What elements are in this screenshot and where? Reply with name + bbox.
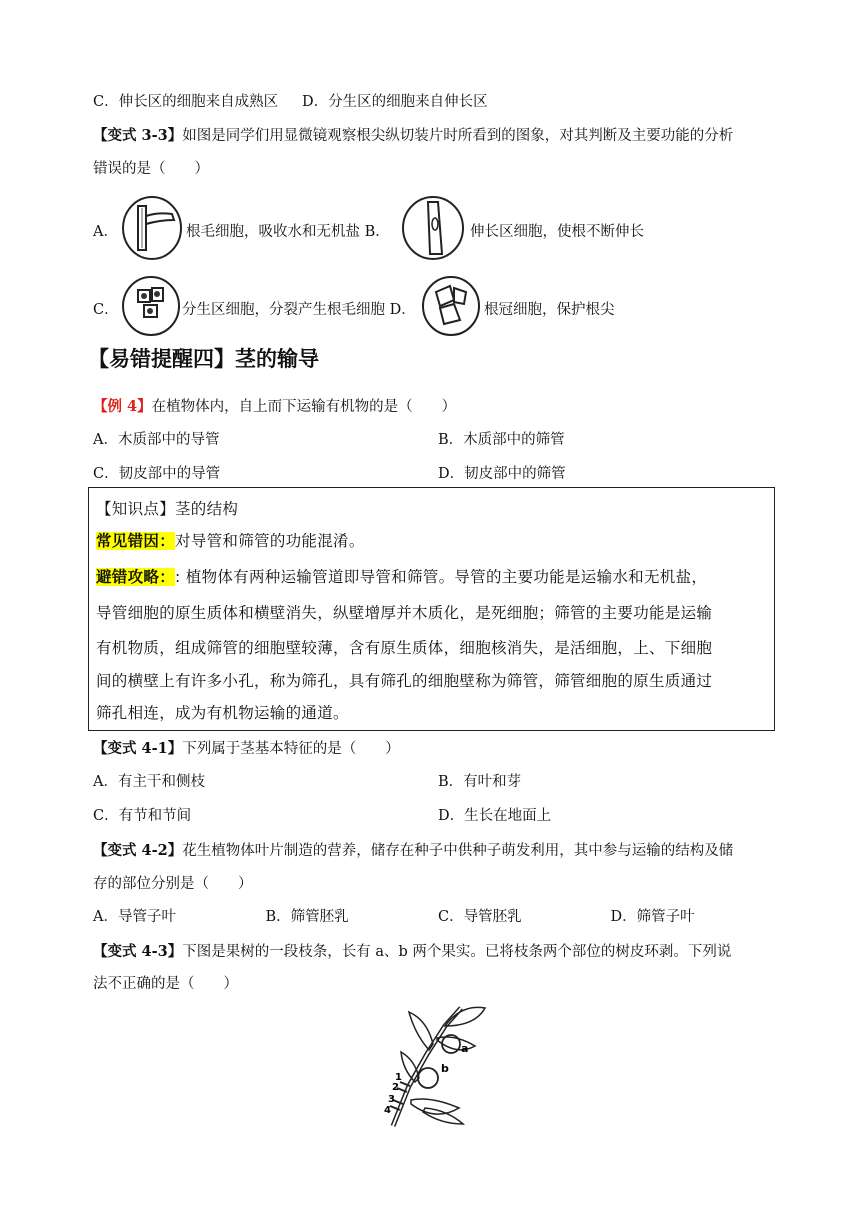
option-a: A．有主干和侧枝 — [93, 774, 205, 790]
girdle-label-2: 2 — [392, 1082, 399, 1093]
example-stem: 在植物体内，自上而下运输有机物的是（ ） — [151, 399, 457, 415]
option-c-text: 分生区细胞，分裂产生根毛细胞 D． — [182, 302, 416, 318]
option-b: B．筛管胚乳 — [265, 909, 349, 925]
option-d-text: 根冠细胞，保护根尖 — [484, 302, 615, 318]
tip-line-2: 导管细胞的原生质体和横壁消失，纵壁增厚并木质化，是死细胞；筛管的主要功能是运输 — [96, 604, 713, 622]
root-cap-cell-image — [420, 274, 482, 338]
question-4-2-line2: 存的部位分别是（ ） — [93, 876, 253, 892]
root-hair-cell-image — [120, 194, 184, 262]
question-stem: 花生植物体叶片制造的营养，储存在种子中供种子萌发利用，其中参与运输的结构及储 — [182, 843, 734, 859]
tip-line-1 — [96, 565, 707, 587]
section-heading: 【易错提醒四】茎的输导 — [88, 347, 319, 371]
fruit-label-a: a — [461, 1042, 469, 1055]
option-a-letter: A． — [93, 224, 118, 240]
knowledge-title: 【知识点】茎的结构 — [96, 500, 239, 518]
option-d: D．生长在地面上 — [438, 808, 552, 824]
meristem-cell-image — [120, 274, 182, 338]
question-4-1-stem — [93, 737, 400, 758]
option-d: D．韧皮部中的筛管 — [438, 466, 566, 482]
question-4-3-line2: 法不正确的是（ ） — [93, 976, 238, 992]
option-a-text: 根毛细胞，吸收水和无机盐 B． — [186, 224, 390, 240]
option-c: C．导管胚乳 — [438, 909, 522, 925]
question-4-2-line1 — [93, 839, 733, 860]
question-stem: 如图是同学们用显微镜观察根尖纵切装片时所看到的图象，对其判断及主要功能的分析 — [182, 128, 734, 144]
option-b: B．有叶和芽 — [438, 774, 522, 790]
question-tag: 【变式 4-1】 — [93, 740, 183, 757]
tip-text: : 植物体有两种运输管道即导管和筛管。导管的主要功能是运输水和无机盐， — [175, 568, 708, 586]
girdle-label-3: 3 — [388, 1094, 395, 1105]
question-4-1-options-row1 — [93, 770, 783, 791]
tip-line-5: 筛孔相连，成为有机物运输的通道。 — [96, 704, 349, 722]
example-tag: 【例 4】 — [93, 398, 152, 415]
tip-label: 避错攻略： — [96, 568, 176, 586]
common-error-text: 对导管和筛管的功能混淆。 — [175, 532, 365, 550]
option-b: B．木质部中的筛管 — [438, 432, 565, 448]
question-3-3-line2: 错误的是（ ） — [93, 161, 209, 177]
fruit-branch-figure — [375, 1000, 495, 1128]
option-c: C．韧皮部中的导管 — [93, 466, 221, 482]
option-a: A．木质部中的导管 — [93, 432, 220, 448]
question-tag: 【变式 4-2】 — [93, 842, 183, 859]
girdle-label-1: 1 — [395, 1072, 402, 1083]
fruit-label-b: b — [441, 1062, 449, 1075]
question-4-1-options-row2 — [93, 804, 783, 825]
question-3-3-line1 — [93, 124, 733, 145]
question-tag: 【变式 4-3】 — [93, 943, 183, 960]
elongation-cell-image — [400, 194, 466, 262]
question-tag: 【变式 3-3】 — [93, 127, 183, 144]
option-a: A．导管子叶 — [93, 909, 176, 925]
tip-line-4: 间的横壁上有许多小孔，称为筛孔，具有筛孔的细胞壁称为筛管，筛管细胞的原生质通过 — [96, 672, 713, 690]
option-c: C．有节和节间 — [93, 808, 192, 824]
option-c-prev: C．伸长区的细胞来自成熟区 — [93, 94, 279, 110]
example-4-options-row1 — [93, 428, 783, 449]
common-error-label: 常见错因： — [96, 532, 176, 550]
option-d: D．筛管子叶 — [610, 909, 695, 925]
example-4-stem — [93, 395, 456, 416]
example-4-options-row2 — [93, 462, 783, 483]
question-stem: 下图是果树的一段枝条，长有 a、b 两个果实。已将枝条两个部位的树皮环剥。下列说 — [182, 944, 732, 960]
question-4-3-line1 — [93, 940, 731, 961]
tip-line-3: 有机物质，组成筛管的细胞壁较薄，含有原生质体，细胞核消失，是活细胞，上、下细胞 — [96, 639, 713, 657]
girdle-label-4: 4 — [384, 1105, 391, 1116]
option-b-text: 伸长区细胞，使根不断伸长 — [470, 224, 644, 240]
common-error-line — [96, 529, 365, 551]
option-d-prev: D．分生区的细胞来自伸长区 — [302, 94, 488, 110]
option-c-letter: C． — [93, 302, 119, 318]
question-stem: 下列属于茎基本特征的是（ ） — [182, 741, 400, 757]
question-4-2-options — [93, 905, 783, 926]
